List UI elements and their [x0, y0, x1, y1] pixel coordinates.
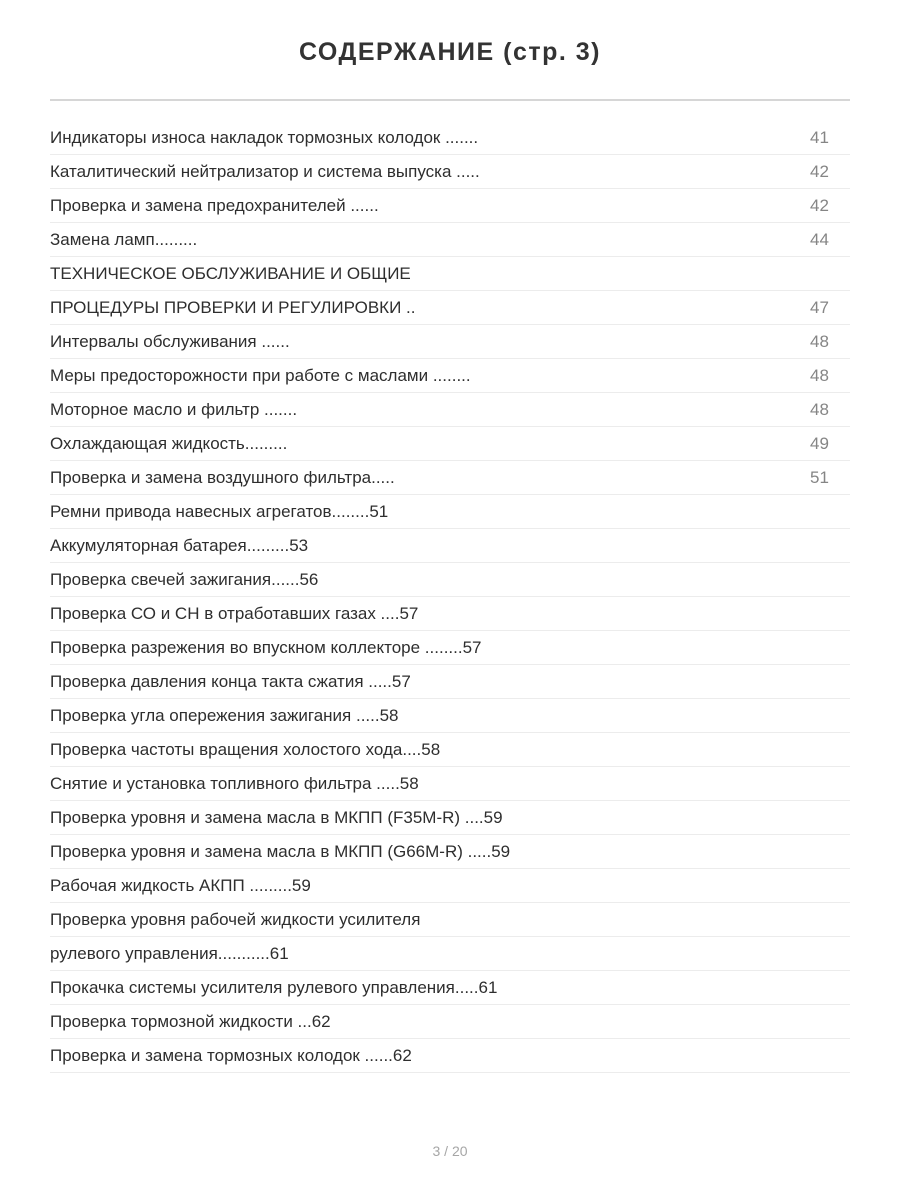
toc-entry-text: Проверка тормозной жидкости ...62 [50, 1012, 331, 1031]
toc-row [50, 121, 850, 155]
toc-entry-text: Проверка давления конца такта сжатия .....57 [50, 672, 411, 691]
toc-entry-text: Снятие и установка топливного фильтра .....58 [50, 774, 419, 793]
toc-page-number: 42 [810, 196, 829, 215]
toc-entry-text: Проверка уровня и замена масла в МКПП (G66M-R) .....59 [50, 842, 511, 861]
page-indicator: 3 / 20 [432, 1143, 468, 1159]
toc-row [50, 971, 850, 1005]
toc-entry-text: Проверка свечей зажигания......56 [50, 570, 319, 589]
toc-entry-text: Охлаждающая жидкость......... [50, 434, 288, 453]
toc-row [50, 1005, 850, 1039]
toc-row [50, 223, 850, 257]
toc-row [50, 427, 850, 461]
toc-page-number: 42 [810, 162, 829, 181]
toc-row [50, 189, 850, 223]
toc-page-number: 47 [810, 298, 829, 317]
toc-row [50, 529, 850, 563]
toc-entry-text: рулевого управления...........61 [50, 944, 289, 963]
toc-row [50, 393, 850, 427]
toc-row [50, 359, 850, 393]
toc-row [50, 1039, 850, 1073]
toc-entry-text: Проверка уровня и замена масла в МКПП (F35M-R) ....59 [50, 808, 503, 827]
table-of-contents [50, 121, 850, 1073]
toc-entry-text: Моторное масло и фильтр ....... [50, 400, 298, 419]
toc-row [50, 835, 850, 869]
toc-row [50, 665, 850, 699]
toc-entry-text: Рабочая жидкость АКПП .........59 [50, 876, 311, 895]
toc-entry-text: Проверка и замена предохранителей ...... [50, 196, 379, 215]
toc-row [50, 563, 850, 597]
toc-entry-text: Проверка и замена тормозных колодок ......62 [50, 1046, 412, 1065]
toc-entry-text: Проверка СО и СН в отработавших газах ....57 [50, 604, 419, 623]
toc-page-number: 48 [810, 332, 829, 351]
toc-page-number: 44 [810, 230, 829, 249]
toc-entry-text: Проверка и замена воздушного фильтра..... [50, 468, 395, 487]
toc-entry-text: ТЕХНИЧЕСКОЕ ОБСЛУЖИВАНИЕ И ОБЩИЕ [50, 264, 411, 283]
toc-page-number: 48 [810, 400, 829, 419]
page-title: СОДЕРЖАНИЕ (стр. 3) [298, 38, 602, 66]
toc-entry-text: ПРОЦЕДУРЫ ПРОВЕРКИ И РЕГУЛИРОВКИ .. [50, 298, 416, 317]
toc-row [50, 699, 850, 733]
toc-row [50, 801, 850, 835]
toc-entry-text: Индикаторы износа накладок тормозных колодок ....... [50, 128, 479, 147]
toc-entry-text: Каталитический нейтрализатор и система выпуска ..... [50, 162, 480, 181]
toc-entry-text: Аккумуляторная батарея.........53 [50, 536, 309, 555]
toc-entry-text: Ремни привода навесных агрегатов........51 [50, 502, 389, 521]
toc-row [50, 767, 850, 801]
toc-entry-text: Замена ламп......... [50, 230, 198, 249]
toc-row [50, 495, 850, 529]
toc-row [50, 461, 850, 495]
toc-page-number: 41 [810, 128, 829, 147]
toc-entry-text: Проверка разрежения во впускном коллекторе ........57 [50, 638, 482, 657]
toc-row [50, 869, 850, 903]
toc-entry-text: Интервалы обслуживания ...... [50, 332, 290, 351]
toc-row [50, 631, 850, 665]
toc-page-number: 49 [810, 434, 829, 453]
toc-row [50, 733, 850, 767]
toc-entry-text: Проверка уровня рабочей жидкости усилителя [50, 910, 421, 929]
toc-row [50, 155, 850, 189]
toc-page-number: 51 [810, 468, 829, 487]
toc-entry-text: Прокачка системы усилителя рулевого управления.....61 [50, 978, 498, 997]
toc-row [50, 325, 850, 359]
toc-row [50, 291, 850, 325]
toc-entry-text: Проверка угла опережения зажигания .....58 [50, 706, 399, 725]
toc-row [50, 937, 850, 971]
toc-entry-text: Проверка частоты вращения холостого хода....58 [50, 740, 441, 759]
toc-page-number: 48 [810, 366, 829, 385]
toc-row [50, 597, 850, 631]
title-divider [50, 99, 850, 101]
toc-entry-text: Меры предосторожности при работе с маслами ........ [50, 366, 471, 385]
toc-row [50, 903, 850, 937]
toc-row [50, 257, 850, 291]
